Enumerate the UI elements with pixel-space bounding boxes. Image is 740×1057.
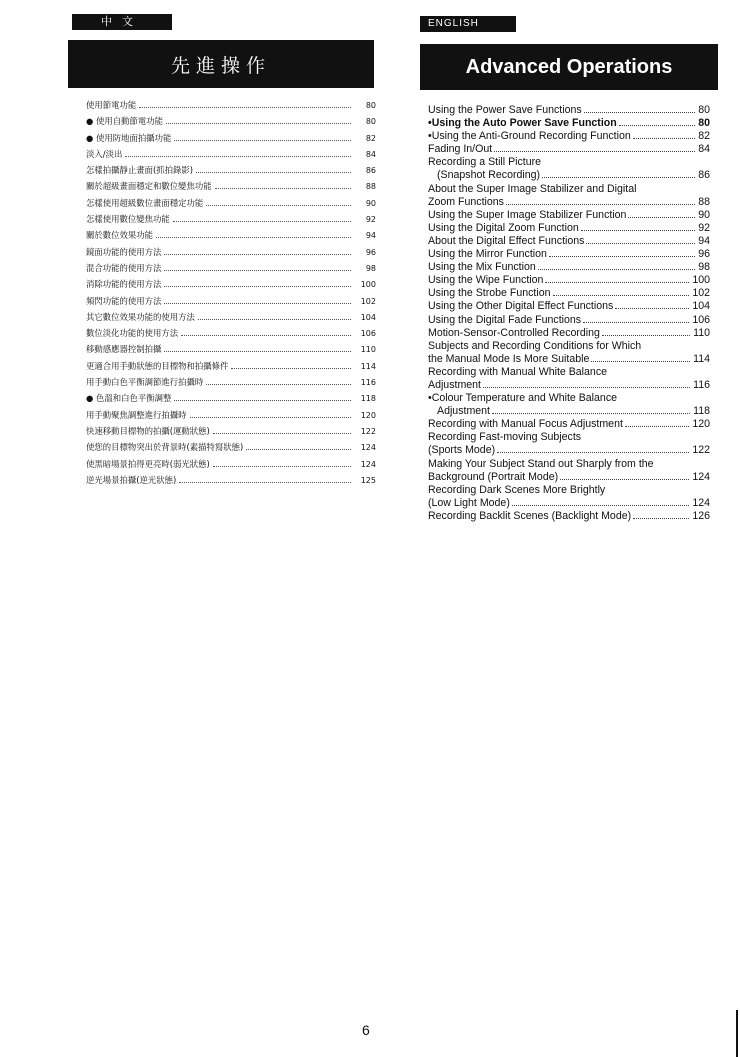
toc-leader-dots bbox=[164, 246, 351, 255]
page-edge-mark bbox=[736, 1010, 738, 1057]
toc-en-entry-title: Recording with Manual White Balance bbox=[428, 365, 608, 378]
toc-zh-entry-page: 86 bbox=[365, 166, 376, 176]
toc-zh-entry-title: 混合功能的使用方法 bbox=[86, 262, 162, 273]
toc-en-entry-page: 122 bbox=[692, 444, 710, 457]
toc-en-entry-line bbox=[428, 510, 710, 523]
toc-zh-entry-title: 使您的目標物突出於背景時(素描特寫狀態) bbox=[86, 442, 244, 453]
toc-zh-entry-title: 頻閃功能的使用方法 bbox=[86, 295, 162, 306]
toc-zh-entry-title: 怎樣使用超級數位畫面穩定功能 bbox=[86, 197, 204, 208]
toc-zh-entry-title: 用手動白色平衡調節進行拍攝時 bbox=[86, 377, 204, 388]
toc-en-entry-title: Using the Mix Function bbox=[428, 261, 536, 274]
toc-en-entry-title: Recording Fast-moving Subjects bbox=[428, 431, 582, 444]
toc-en-entry-title: (Snapshot Recording) bbox=[437, 169, 541, 182]
toc-en-entry bbox=[428, 117, 710, 130]
toc-en-entry-line bbox=[428, 209, 710, 222]
toc-zh-entry-page: 124 bbox=[360, 459, 376, 469]
toc-en-entry-title: Background (Portrait Mode) bbox=[428, 470, 559, 483]
toc-zh-entry-page: 114 bbox=[360, 361, 376, 371]
toc-zh-entry-page: 106 bbox=[360, 329, 376, 339]
toc-zh-entry bbox=[86, 374, 376, 390]
toc-en-entry-title: the Manual Mode Is More Suitable bbox=[428, 352, 590, 365]
toc-leader-dots bbox=[174, 392, 351, 401]
toc-en-entry-line bbox=[428, 300, 710, 313]
toc-zh-entry-page: 96 bbox=[365, 247, 376, 257]
toc-zh-entry-title: 其它數位效果功能的使用方法 bbox=[86, 311, 195, 322]
toc-zh-entry-page: 124 bbox=[360, 443, 376, 453]
toc-en-entry bbox=[428, 392, 710, 418]
toc-leader-dots bbox=[625, 418, 689, 427]
toc-en-entry bbox=[428, 248, 710, 261]
toc-en-entry bbox=[428, 156, 710, 182]
toc-leader-dots bbox=[560, 471, 689, 480]
toc-zh-entry bbox=[86, 423, 376, 439]
toc-zh-entry bbox=[86, 227, 376, 243]
english-table-of-contents bbox=[428, 104, 710, 523]
toc-leader-dots bbox=[583, 314, 689, 323]
page-number: 6 bbox=[362, 1022, 370, 1038]
toc-zh-entry-title: 消除功能的使用方法 bbox=[86, 279, 162, 290]
toc-zh-entry-title: 淡入/淡出 bbox=[86, 148, 123, 159]
toc-leader-dots bbox=[615, 300, 689, 309]
toc-zh-entry bbox=[86, 260, 376, 276]
toc-leader-dots bbox=[584, 104, 696, 113]
toc-zh-entry-title: 怎樣使用數位變焦功能 bbox=[86, 214, 170, 225]
toc-zh-entry bbox=[86, 130, 376, 146]
toc-en-entry bbox=[428, 510, 710, 523]
toc-en-entry bbox=[428, 222, 710, 235]
toc-zh-entry-title: 怎樣拍攝靜止畫面(抓拍錄影) bbox=[86, 165, 194, 176]
toc-en-entry-page: 92 bbox=[698, 221, 710, 234]
toc-zh-entry bbox=[86, 358, 376, 374]
toc-en-entry-page: 120 bbox=[692, 418, 710, 431]
toc-leader-dots bbox=[591, 353, 690, 362]
toc-zh-entry bbox=[86, 439, 376, 455]
toc-leader-dots bbox=[164, 278, 351, 287]
toc-zh-entry-page: 84 bbox=[365, 149, 376, 159]
toc-en-entry-title: Using the Digital Zoom Function bbox=[428, 221, 579, 234]
toc-en-entry-page: 80 bbox=[698, 117, 710, 130]
toc-en-entry-line bbox=[428, 458, 710, 471]
toc-zh-entry bbox=[86, 325, 376, 341]
toc-en-entry-title: •Colour Temperature and White Balance bbox=[428, 392, 618, 405]
toc-en-entry bbox=[428, 484, 710, 510]
toc-en-entry-page: 124 bbox=[692, 496, 710, 509]
toc-zh-entry bbox=[86, 178, 376, 194]
toc-zh-entry-title: 數位淡化功能的使用方法 bbox=[86, 328, 179, 339]
toc-leader-dots bbox=[538, 261, 695, 270]
toc-en-entry bbox=[428, 327, 710, 340]
toc-en-entry-page: 104 bbox=[692, 300, 710, 313]
toc-en-entry-title: (Low Light Mode) bbox=[428, 496, 510, 509]
toc-en-entry-line bbox=[428, 314, 710, 327]
toc-leader-dots bbox=[231, 360, 351, 369]
toc-zh-entry-title: 快速移動目標物的拍攝(運動狀態) bbox=[86, 425, 210, 436]
toc-zh-entry-title: 移動感應器控制拍攝 bbox=[86, 344, 162, 355]
chinese-table-of-contents bbox=[86, 97, 376, 488]
toc-en-entry-title: Recording Backlit Scenes (Backlight Mode) bbox=[428, 509, 632, 522]
toc-en-entry-title: About the Digital Effect Functions bbox=[428, 234, 585, 247]
toc-zh-entry-page: 116 bbox=[360, 378, 376, 388]
toc-en-entry bbox=[428, 287, 710, 300]
toc-zh-entry-title: 更適合用手動狀態的目標物和拍攝條件 bbox=[86, 360, 229, 371]
toc-zh-entry-title: 鏡面功能的使用方法 bbox=[86, 246, 162, 257]
toc-en-entry-title: Making Your Subject Stand out Sharply from the bbox=[428, 457, 654, 470]
toc-zh-entry-title: 逆光場景拍攝(逆光狀態) bbox=[86, 474, 177, 485]
toc-en-entry-line bbox=[428, 183, 710, 196]
toc-en-entry-line bbox=[428, 130, 710, 143]
toc-zh-entry bbox=[86, 456, 376, 472]
toc-leader-dots bbox=[492, 405, 690, 414]
toc-zh-entry bbox=[86, 97, 376, 113]
toc-en-entry-line bbox=[428, 444, 710, 457]
toc-en-entry-title: •Using the Auto Power Save Function bbox=[428, 117, 617, 130]
toc-zh-entry-page: 94 bbox=[365, 231, 376, 241]
toc-leader-dots bbox=[139, 99, 351, 108]
toc-zh-entry-title: 關於數位效果功能 bbox=[86, 230, 153, 241]
toc-zh-entry-page: 82 bbox=[365, 133, 376, 143]
toc-leader-dots bbox=[586, 235, 695, 244]
toc-leader-dots bbox=[206, 376, 351, 385]
toc-leader-dots bbox=[506, 196, 695, 205]
toc-en-entry bbox=[428, 458, 710, 484]
toc-leader-dots bbox=[156, 229, 351, 238]
toc-en-entry-page: 96 bbox=[698, 248, 710, 261]
toc-leader-dots bbox=[602, 327, 690, 336]
toc-leader-dots bbox=[549, 248, 695, 257]
toc-zh-entry bbox=[86, 211, 376, 227]
toc-en-entry-page: 98 bbox=[698, 261, 710, 274]
toc-en-entry-page: 88 bbox=[698, 195, 710, 208]
toc-en-entry-page: 124 bbox=[692, 470, 710, 483]
toc-en-entry-page: 118 bbox=[693, 405, 710, 418]
toc-leader-dots bbox=[179, 474, 351, 483]
toc-en-entry-page: 80 bbox=[698, 104, 710, 116]
toc-en-entry-line bbox=[428, 379, 710, 392]
toc-en-entry-title: Zoom Functions bbox=[428, 195, 504, 208]
toc-zh-entry bbox=[86, 341, 376, 357]
toc-en-entry-page: 114 bbox=[693, 352, 710, 365]
toc-leader-dots bbox=[633, 130, 695, 139]
toc-en-entry-title: Using the Wipe Function bbox=[428, 274, 544, 287]
toc-leader-dots bbox=[494, 143, 695, 152]
toc-zh-entry-title: 用手動聚焦調整進行拍攝時 bbox=[86, 409, 187, 420]
toc-en-entry-title: Recording with Manual Focus Adjustment bbox=[428, 418, 623, 431]
toc-en-entry-line bbox=[428, 261, 710, 274]
toc-en-entry-title: Using the Power Save Functions bbox=[428, 104, 582, 116]
toc-leader-dots bbox=[206, 197, 351, 206]
toc-en-entry bbox=[428, 183, 710, 209]
toc-leader-dots bbox=[196, 164, 351, 173]
toc-en-entry bbox=[428, 300, 710, 313]
toc-en-entry bbox=[428, 130, 710, 143]
toc-en-entry-page: 106 bbox=[692, 313, 710, 326]
toc-zh-entry bbox=[86, 276, 376, 292]
toc-en-entry bbox=[428, 418, 710, 431]
toc-en-entry-title: Adjustment bbox=[437, 405, 490, 418]
toc-en-entry-line bbox=[428, 287, 710, 300]
toc-en-entry bbox=[428, 314, 710, 327]
toc-leader-dots bbox=[125, 148, 351, 157]
toc-zh-entry-title: ● 使用自動節電功能 bbox=[86, 116, 163, 127]
toc-en-entry-title: Using the Strobe Function bbox=[428, 287, 551, 300]
toc-zh-entry-page: 120 bbox=[360, 410, 376, 420]
toc-leader-dots bbox=[246, 441, 351, 450]
toc-zh-entry bbox=[86, 309, 376, 325]
english-language-tab: ENGLISH bbox=[420, 16, 516, 32]
toc-en-entry bbox=[428, 340, 710, 366]
toc-en-entry-title: Recording Dark Scenes More Brightly bbox=[428, 483, 606, 496]
toc-zh-entry-page: 122 bbox=[360, 426, 376, 436]
toc-en-entry-title: Recording a Still Picture bbox=[428, 156, 542, 169]
toc-en-entry-title: Using the Other Digital Effect Functions bbox=[428, 300, 614, 313]
toc-en-entry-line bbox=[428, 392, 710, 405]
toc-leader-dots bbox=[483, 379, 690, 388]
toc-en-entry-line bbox=[428, 497, 710, 510]
toc-leader-dots bbox=[181, 327, 351, 336]
toc-leader-dots bbox=[164, 343, 351, 352]
toc-en-entry-line bbox=[428, 274, 710, 287]
toc-zh-entry-page: 90 bbox=[365, 198, 376, 208]
toc-en-entry bbox=[428, 431, 710, 457]
toc-leader-dots bbox=[581, 222, 695, 231]
toc-en-entry-title: •Using the Anti-Ground Recording Function bbox=[428, 130, 631, 143]
toc-leader-dots bbox=[164, 262, 351, 271]
toc-zh-entry-page: 104 bbox=[360, 312, 376, 322]
toc-en-entry-line bbox=[428, 471, 710, 484]
toc-zh-entry-page: 100 bbox=[360, 280, 376, 290]
toc-en-entry bbox=[428, 209, 710, 222]
toc-en-entry-title: Subjects and Recording Conditions for Which bbox=[428, 339, 642, 352]
toc-en-entry-title: Fading In/Out bbox=[428, 143, 493, 156]
toc-leader-dots bbox=[542, 169, 695, 178]
toc-en-entry-line bbox=[428, 418, 710, 431]
toc-zh-entry-title: ● 色溫和白色平衡調整 bbox=[86, 393, 172, 404]
toc-zh-entry-page: 110 bbox=[360, 345, 376, 355]
toc-zh-entry bbox=[86, 162, 376, 178]
toc-en-entry bbox=[428, 235, 710, 248]
toc-zh-entry bbox=[86, 472, 376, 488]
toc-en-entry bbox=[428, 143, 710, 156]
toc-en-entry-line bbox=[428, 156, 710, 169]
toc-en-entry bbox=[428, 366, 710, 392]
toc-zh-entry-page: 98 bbox=[365, 263, 376, 273]
chinese-language-tab: 中文 bbox=[72, 14, 172, 30]
toc-leader-dots bbox=[215, 180, 351, 189]
toc-en-entry-line bbox=[428, 484, 710, 497]
toc-leader-dots bbox=[174, 132, 351, 141]
toc-zh-entry-page: 102 bbox=[360, 296, 376, 306]
toc-leader-dots bbox=[628, 209, 695, 218]
toc-en-entry-line bbox=[428, 248, 710, 261]
toc-en-entry-line bbox=[428, 104, 710, 117]
toc-en-entry-page: 110 bbox=[693, 326, 710, 339]
toc-zh-entry-title: 使用節電功能 bbox=[86, 100, 137, 110]
toc-en-entry bbox=[428, 261, 710, 274]
toc-en-entry-line bbox=[428, 169, 710, 182]
toc-leader-dots bbox=[512, 497, 689, 506]
toc-en-entry bbox=[428, 274, 710, 287]
chinese-section-title: 先進操作 bbox=[170, 54, 271, 77]
toc-leader-dots bbox=[164, 295, 351, 304]
toc-en-entry-title: (Sports Mode) bbox=[428, 444, 496, 457]
toc-zh-entry bbox=[86, 244, 376, 260]
toc-en-entry-line bbox=[428, 340, 710, 353]
toc-en-entry-line bbox=[428, 196, 710, 209]
toc-leader-dots bbox=[619, 117, 695, 126]
toc-zh-entry-page: 80 bbox=[365, 117, 376, 127]
toc-en-entry-page: 126 bbox=[692, 509, 710, 522]
toc-zh-entry bbox=[86, 195, 376, 211]
toc-en-entry-page: 86 bbox=[698, 169, 710, 182]
toc-en-entry-title: Using the Digital Fade Functions bbox=[428, 313, 582, 326]
toc-zh-entry-page: 92 bbox=[365, 215, 376, 225]
toc-zh-entry-page: 88 bbox=[365, 182, 376, 192]
toc-en-entry-line bbox=[428, 117, 710, 130]
toc-en-entry-line bbox=[428, 405, 710, 418]
toc-leader-dots bbox=[166, 115, 351, 124]
toc-zh-entry bbox=[86, 293, 376, 309]
toc-leader-dots bbox=[553, 287, 690, 296]
toc-zh-entry bbox=[86, 113, 376, 129]
toc-zh-entry-page: 118 bbox=[360, 394, 376, 404]
toc-en-entry-title: Adjustment bbox=[428, 378, 481, 391]
toc-en-entry-line bbox=[428, 327, 710, 340]
toc-leader-dots bbox=[497, 444, 689, 453]
toc-zh-entry-title: ● 使用防地面拍攝功能 bbox=[86, 132, 172, 143]
toc-en-entry-page: 102 bbox=[692, 287, 710, 300]
toc-zh-entry bbox=[86, 407, 376, 423]
toc-leader-dots bbox=[633, 510, 689, 519]
toc-en-entry-page: 90 bbox=[698, 208, 710, 221]
toc-en-entry-title: Using the Super Image Stabilizer Function bbox=[428, 208, 627, 221]
toc-zh-entry-page: 125 bbox=[360, 475, 376, 485]
toc-leader-dots bbox=[173, 213, 351, 222]
toc-en-entry-title: About the Super Image Stabilizer and Digital bbox=[428, 182, 637, 195]
toc-en-entry-page: 82 bbox=[698, 130, 710, 143]
toc-zh-entry-page: 80 bbox=[365, 101, 376, 110]
toc-zh-entry bbox=[86, 146, 376, 162]
toc-zh-entry-title: 使黑暗場景拍得更亮時(弱光狀態) bbox=[86, 458, 210, 469]
toc-leader-dots bbox=[213, 425, 351, 434]
toc-en-entry-line bbox=[428, 143, 710, 156]
toc-en-entry-line bbox=[428, 353, 710, 366]
toc-zh-entry bbox=[86, 390, 376, 406]
toc-leader-dots bbox=[190, 409, 352, 418]
toc-en-entry-line bbox=[428, 431, 710, 444]
toc-en-entry-page: 100 bbox=[692, 274, 710, 287]
chinese-section-banner bbox=[68, 40, 374, 88]
toc-en-entry-page: 94 bbox=[698, 234, 710, 247]
toc-en-entry-line bbox=[428, 222, 710, 235]
toc-en-entry-title: Using the Mirror Function bbox=[428, 248, 547, 261]
toc-en-entry-page: 84 bbox=[698, 143, 710, 156]
toc-en-entry-line bbox=[428, 366, 710, 379]
toc-en-entry-line bbox=[428, 235, 710, 248]
english-section-banner bbox=[420, 44, 718, 90]
toc-leader-dots bbox=[545, 274, 689, 283]
toc-en-entry-title: Motion-Sensor-Controlled Recording bbox=[428, 326, 600, 339]
toc-zh-entry-title: 關於超級畫面穩定和數位變焦功能 bbox=[86, 181, 212, 192]
toc-en-entry-page: 116 bbox=[693, 378, 710, 391]
toc-leader-dots bbox=[213, 458, 351, 467]
toc-en-entry bbox=[428, 104, 710, 117]
toc-leader-dots bbox=[198, 311, 351, 320]
english-section-title: Advanced Operations bbox=[465, 55, 673, 78]
